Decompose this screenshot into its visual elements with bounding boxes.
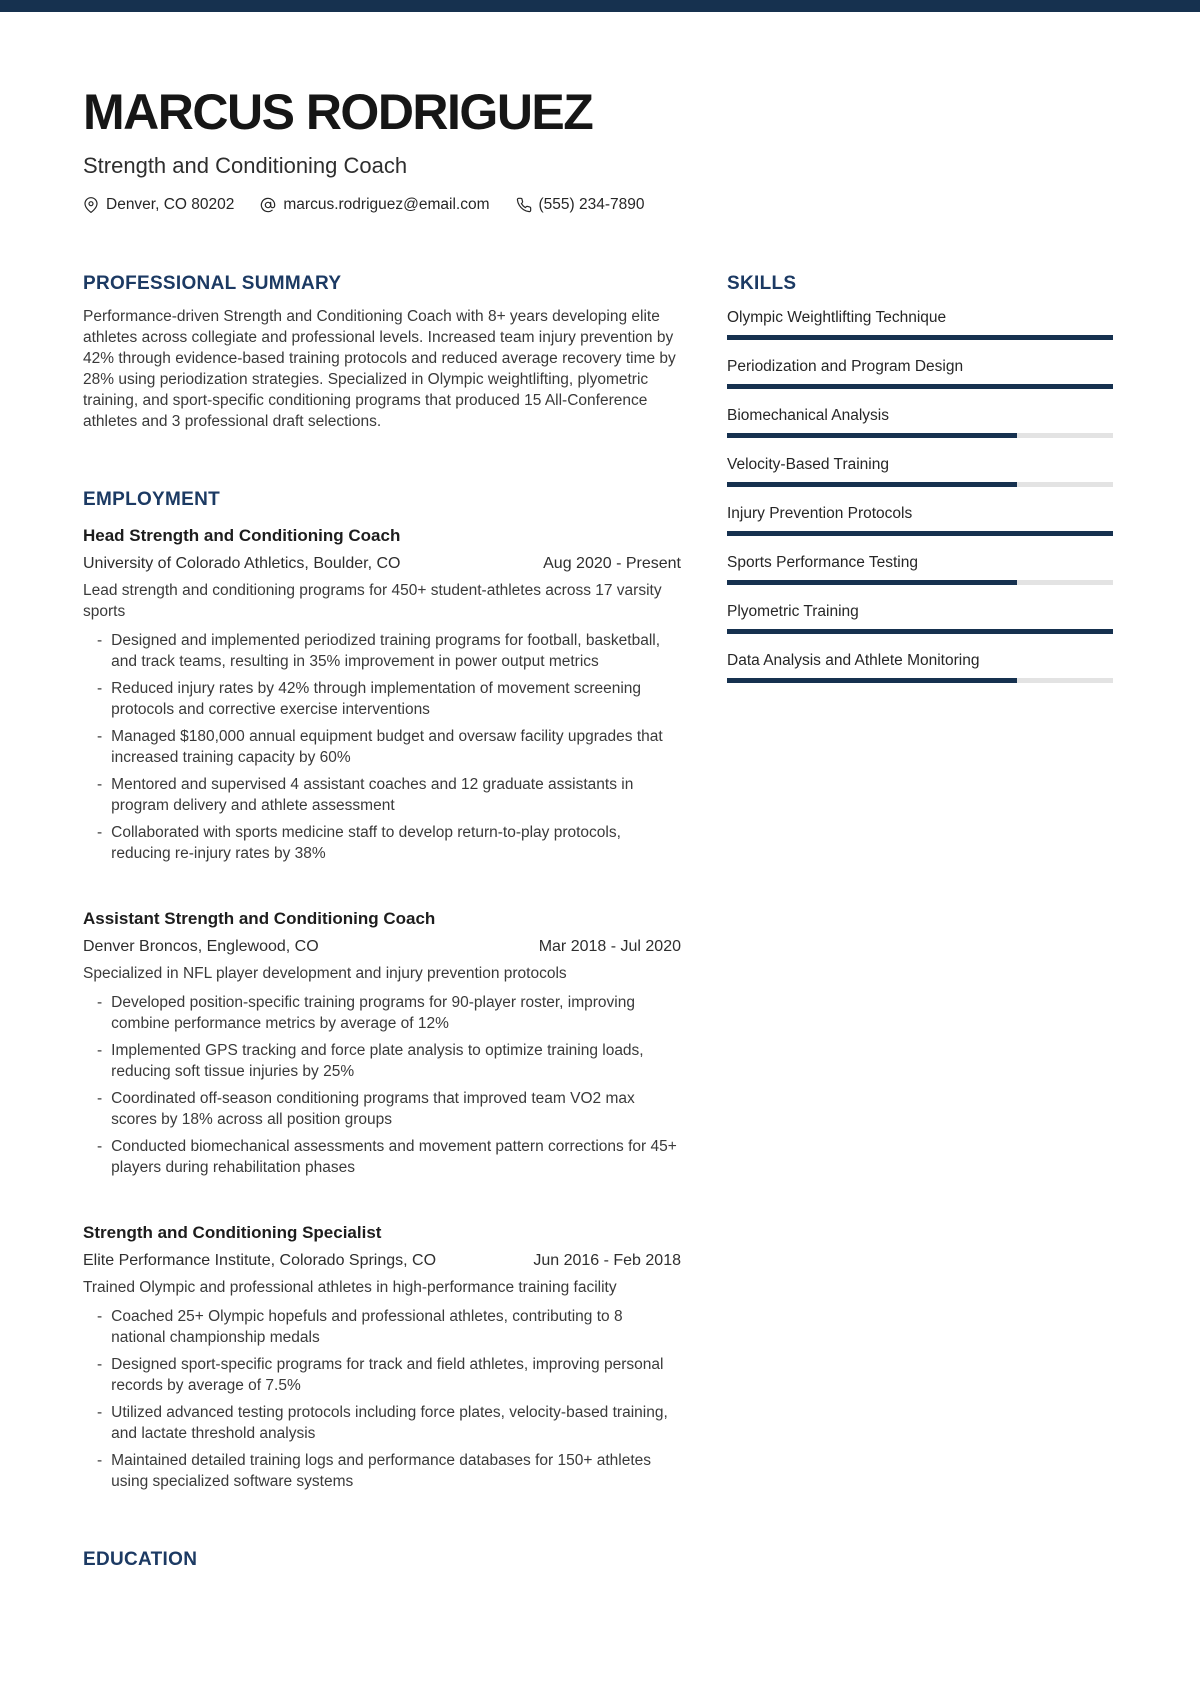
job-entry (83, 908, 681, 1178)
skill-label: Velocity-Based Training (727, 455, 889, 473)
skill-bar-fill (727, 482, 1017, 487)
job-title: Strength and Conditioning Specialist (83, 1222, 382, 1242)
job-bullet (83, 678, 681, 720)
job-title: Head Strength and Conditioning Coach (83, 525, 401, 545)
job-company: Denver Broncos, Englewood, CO (83, 937, 319, 955)
job-meta-row (83, 553, 681, 574)
summary-section (83, 274, 681, 432)
bullet-text: Managed $180,000 annual equipment budget and oversaw facility upgrades that increased training capacity by 60% (111, 727, 663, 766)
job-bullets (83, 630, 681, 864)
bullet-text: Developed position-specific training programs for 90-player roster, improving combine performance metrics by average of 12% (111, 993, 635, 1032)
at-sign-icon (260, 197, 276, 213)
skill-bar-track (727, 678, 1113, 683)
bullet-dash: - (97, 1041, 103, 1059)
job-bullet (83, 1136, 681, 1178)
job-bullet (83, 822, 681, 864)
bullet-text: Coached 25+ Olympic hopefuls and professional athletes, contributing to 8 national championship medals (111, 1307, 623, 1346)
summary-heading: PROFESSIONAL SUMMARY (83, 272, 342, 294)
summary-text: Performance-driven Strength and Conditioning Coach with 8+ years developing elite athletes across collegiate and professional levels. Increased team injury prevention by 42% through evidence-based training protocols and reduced average recovery time by 28% using periodization strategies. Specialized in Olympic weightlifting, plyometric training, and sport-specific conditioning programs that produced 15 All-Conference athletes and 3 professional draft selections. (83, 307, 676, 430)
bullet-dash: - (97, 1403, 103, 1421)
skill-item (727, 503, 1113, 536)
employment-section (83, 490, 681, 1492)
bullet-text: Designed sport-specific programs for track and field athletes, improving personal records by average of 7.5% (111, 1355, 664, 1394)
bullet-text: Utilized advanced testing protocols including force plates, velocity-based training, and lactate threshold analysis (111, 1403, 668, 1442)
skills-sidebar (727, 274, 1113, 699)
skill-bar-track (727, 384, 1113, 389)
contact-item (260, 196, 489, 214)
education-heading: EDUCATION (83, 1548, 198, 1570)
bullet-text: Collaborated with sports medicine staff to develop return-to-play protocols, reducing re-injury rates by 38% (111, 823, 621, 862)
skill-item (727, 601, 1113, 634)
bullet-text: Mentored and supervised 4 assistant coaches and 12 graduate assistants in program delivery and athlete assessment (111, 775, 634, 814)
job-dates: Aug 2020 - Present (543, 554, 681, 572)
job-meta-row (83, 936, 681, 957)
contact-row (83, 196, 1113, 214)
candidate-name: MARCUS RODRIGUEZ (83, 84, 593, 140)
skill-bar-fill (727, 678, 1017, 683)
skill-label: Injury Prevention Protocols (727, 504, 913, 522)
bullet-text: Coordinated off-season conditioning programs that improved team VO2 max scores by 18% across all position groups (111, 1089, 635, 1128)
job-bullet (83, 630, 681, 672)
bullet-dash: - (97, 1089, 103, 1107)
job-entry (83, 1222, 681, 1492)
job-bullet (83, 1306, 681, 1348)
bullet-dash: - (97, 1307, 103, 1325)
job-bullet (83, 992, 681, 1034)
job-bullet (83, 1088, 681, 1130)
bullet-text: Conducted biomechanical assessments and movement pattern corrections for 45+ players during rehabilitation phases (111, 1137, 677, 1176)
job-title: Assistant Strength and Conditioning Coach (83, 908, 436, 928)
job-entry (83, 525, 681, 864)
job-bullet (83, 1450, 681, 1492)
contact-item (83, 196, 234, 214)
skill-bar-track (727, 482, 1113, 487)
bullet-dash: - (97, 631, 103, 649)
bullet-dash: - (97, 993, 103, 1011)
skill-bar-track (727, 580, 1113, 585)
resume-page (0, 12, 1200, 1569)
job-bullets (83, 1306, 681, 1492)
skill-bar-fill (727, 433, 1017, 438)
skill-bar-fill (727, 580, 1017, 585)
skill-bar-fill (727, 335, 1113, 340)
skill-item (727, 307, 1113, 340)
skill-list (727, 307, 1113, 683)
contact-text: marcus.rodriguez@email.com (283, 195, 490, 213)
contact-text: Denver, CO 80202 (106, 195, 235, 213)
job-dates: Jun 2016 - Feb 2018 (533, 1251, 681, 1269)
job-bullets (83, 992, 681, 1178)
skill-label: Sports Performance Testing (727, 553, 918, 571)
skill-label: Biomechanical Analysis (727, 406, 889, 424)
bullet-dash: - (97, 775, 103, 793)
skill-bar-track (727, 531, 1113, 536)
main-column (83, 274, 681, 1569)
skill-item (727, 405, 1113, 438)
skill-label: Data Analysis and Athlete Monitoring (727, 651, 980, 669)
skill-bar-track (727, 335, 1113, 340)
bullet-dash: - (97, 1355, 103, 1373)
bullet-dash: - (97, 727, 103, 745)
job-bullet (83, 1354, 681, 1396)
skill-item (727, 356, 1113, 389)
job-description: Trained Olympic and professional athletes in high-performance training facility (83, 1278, 617, 1296)
phone-icon (516, 197, 532, 213)
job-description: Specialized in NFL player development and injury prevention protocols (83, 964, 567, 982)
skills-heading: SKILLS (727, 272, 797, 294)
bullet-text: Designed and implemented periodized training programs for football, basketball, and track teams, resulting in 35% improvement in power output metrics (111, 631, 661, 670)
employment-heading: EMPLOYMENT (83, 488, 221, 510)
bullet-text: Implemented GPS tracking and force plate analysis to optimize training loads, reducing soft tissue injuries by 25% (111, 1041, 644, 1080)
job-company: University of Colorado Athletics, Boulder, CO (83, 554, 401, 572)
contact-item (516, 196, 645, 214)
resume-header (83, 86, 1113, 214)
content-columns (83, 274, 1113, 1569)
bullet-dash: - (97, 823, 103, 841)
job-description: Lead strength and conditioning programs for 450+ student-athletes across 17 varsity sports (83, 581, 662, 620)
job-bullet (83, 1040, 681, 1082)
bullet-dash: - (97, 679, 103, 697)
job-bullet (83, 726, 681, 768)
skill-bar-track (727, 629, 1113, 634)
job-meta-row (83, 1250, 681, 1271)
job-company: Elite Performance Institute, Colorado Springs, CO (83, 1251, 437, 1269)
top-accent-bar (0, 0, 1200, 12)
job-list (83, 525, 681, 1492)
contact-text: (555) 234-7890 (538, 195, 645, 213)
bullet-dash: - (97, 1451, 103, 1469)
location-pin-icon (83, 197, 99, 213)
skill-label: Olympic Weightlifting Technique (727, 308, 947, 326)
skill-item (727, 454, 1113, 487)
bullet-text: Maintained detailed training logs and performance databases for 150+ athletes using specialized software systems (111, 1451, 652, 1490)
skill-bar-fill (727, 531, 1113, 536)
job-bullet (83, 774, 681, 816)
candidate-headline: Strength and Conditioning Coach (83, 152, 408, 178)
job-bullet (83, 1402, 681, 1444)
skill-bar-fill (727, 629, 1113, 634)
skill-bar-track (727, 433, 1113, 438)
skill-label: Periodization and Program Design (727, 357, 964, 375)
skill-item (727, 552, 1113, 585)
education-section (83, 1550, 681, 1569)
job-dates: Mar 2018 - Jul 2020 (538, 937, 681, 955)
bullet-text: Reduced injury rates by 42% through implementation of movement screening protocols and corrective exercise interventions (111, 679, 642, 718)
skill-bar-fill (727, 384, 1113, 389)
skill-item (727, 650, 1113, 683)
bullet-dash: - (97, 1137, 103, 1155)
skill-label: Plyometric Training (727, 602, 859, 620)
